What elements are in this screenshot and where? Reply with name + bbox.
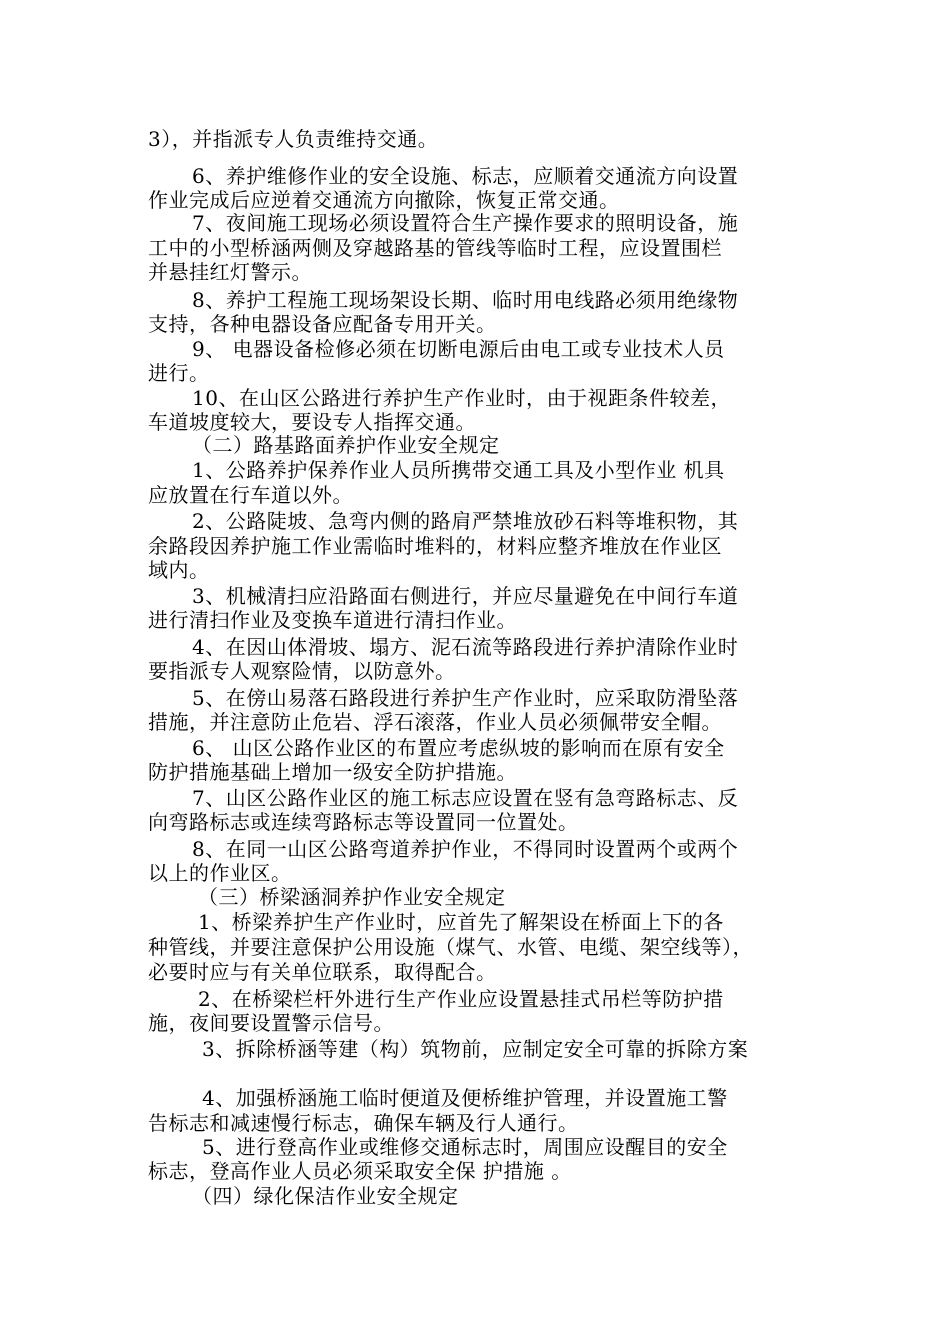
- text-line: 6、养护维修作业的安全设施、标志，应顺着交通流方向设置: [192, 164, 739, 188]
- section-heading: （三）桥梁涵洞养护作业安全规定: [198, 885, 506, 909]
- text-line: 支持，各种电器设备应配备专用开关。: [148, 312, 497, 336]
- text-line: 9、 电器设备检修必须在切断电源后由电工或专业技术人员: [192, 337, 725, 361]
- text-line: 7、山区公路作业区的施工标志应设置在竖有急弯路标志、反: [192, 786, 739, 810]
- text-line: 1、公路养护保养作业人员所携带交通工具及小型作业 机具: [192, 458, 725, 482]
- text-line: 并悬挂红灯警示。: [148, 260, 312, 284]
- text-line: 3），并指派专人负责维持交通。: [148, 127, 439, 151]
- text-line: 4、加强桥涵施工临时便道及便桥维护管理，并设置施工警: [202, 1086, 728, 1110]
- text-line: 5、进行登高作业或维修交通标志时，周围应设醒目的安全: [202, 1135, 728, 1159]
- text-line: 7、夜间施工现场必须设置符合生产操作要求的照明设备，施: [192, 211, 739, 235]
- text-line: 余路段因养护施工作业需临时堆料的，材料应整齐堆放在作业区: [148, 534, 722, 558]
- text-line: 6、 山区公路作业区的布置应考虑纵坡的影响而在原有安全: [192, 736, 725, 760]
- text-line: 3、拆除桥涵等建（构）筑物前，应制定安全可靠的拆除方案: [202, 1037, 749, 1061]
- text-line: 4、在因山体滑坡、塌方、泥石流等路段进行养护清除作业时: [192, 635, 739, 659]
- text-line: 以上的作业区。: [148, 861, 292, 885]
- text-line: 进行。: [148, 361, 210, 385]
- text-line: 2、在桥梁栏杆外进行生产作业应设置悬挂式吊栏等防护措: [198, 987, 724, 1011]
- section-heading: （二）路基路面养护作业安全规定: [192, 433, 500, 457]
- text-line: 标志，登高作业人员必须采取安全保 护措施 。: [148, 1159, 572, 1183]
- text-line: 8、养护工程施工现场架设长期、临时用电线路必须用绝缘物: [192, 288, 739, 312]
- text-line: 种管线，并要注意保护公用设施（煤气、水管、电缆、架空线等），: [148, 935, 753, 959]
- text-line: 防护措施基础上增加一级安全防护措施。: [148, 760, 517, 784]
- text-line: 应放置在行车道以外。: [148, 483, 353, 507]
- text-line: 措施，并注意防止危岩、浮石滚落，作业人员必须佩带安全帽。: [148, 710, 722, 734]
- text-line: 向弯路标志或连续弯路标志等设置同一位置处。: [148, 810, 579, 834]
- text-line: 工中的小型桥涵两侧及穿越路基的管线等临时工程，应设置围栏: [148, 236, 722, 260]
- text-line: 3、机械清扫应沿路面右侧进行，并应尽量避免在中间行车道: [192, 584, 739, 608]
- text-line: 10、在山区公路进行养护生产作业时，由于视距条件较差，: [192, 386, 731, 410]
- text-line: 作业完成后应逆着交通流方向撤除，恢复正常交通。: [148, 188, 620, 212]
- text-line: 8、在同一山区公路弯道养护作业，不得同时设置两个或两个: [192, 837, 739, 861]
- text-line: 5、在傍山易落石路段进行养护生产作业时，应采取防滑坠落: [192, 686, 739, 710]
- text-line: 2、公路陡坡、急弯内侧的路肩严禁堆放砂石料等堆积物，其: [192, 509, 739, 533]
- text-line: 要指派专人观察险情，以防意外。: [148, 659, 456, 683]
- text-line: 进行清扫作业及变换车道进行清扫作业。: [148, 608, 517, 632]
- section-heading: （四）绿化保洁作业安全规定: [192, 1184, 459, 1208]
- text-line: 1、桥梁养护生产作业时，应首先了解架设在桥面上下的各: [198, 910, 724, 934]
- text-line: 域内。: [148, 558, 210, 582]
- text-line: 车道坡度较大，要设专人指挥交通。: [148, 410, 476, 434]
- text-line: 告标志和减速慢行标志，确保车辆及行人通行。: [148, 1111, 579, 1135]
- text-line: 施，夜间要设置警示信号。: [148, 1011, 394, 1035]
- text-line: 必要时应与有关单位联系，取得配合。: [148, 960, 497, 984]
